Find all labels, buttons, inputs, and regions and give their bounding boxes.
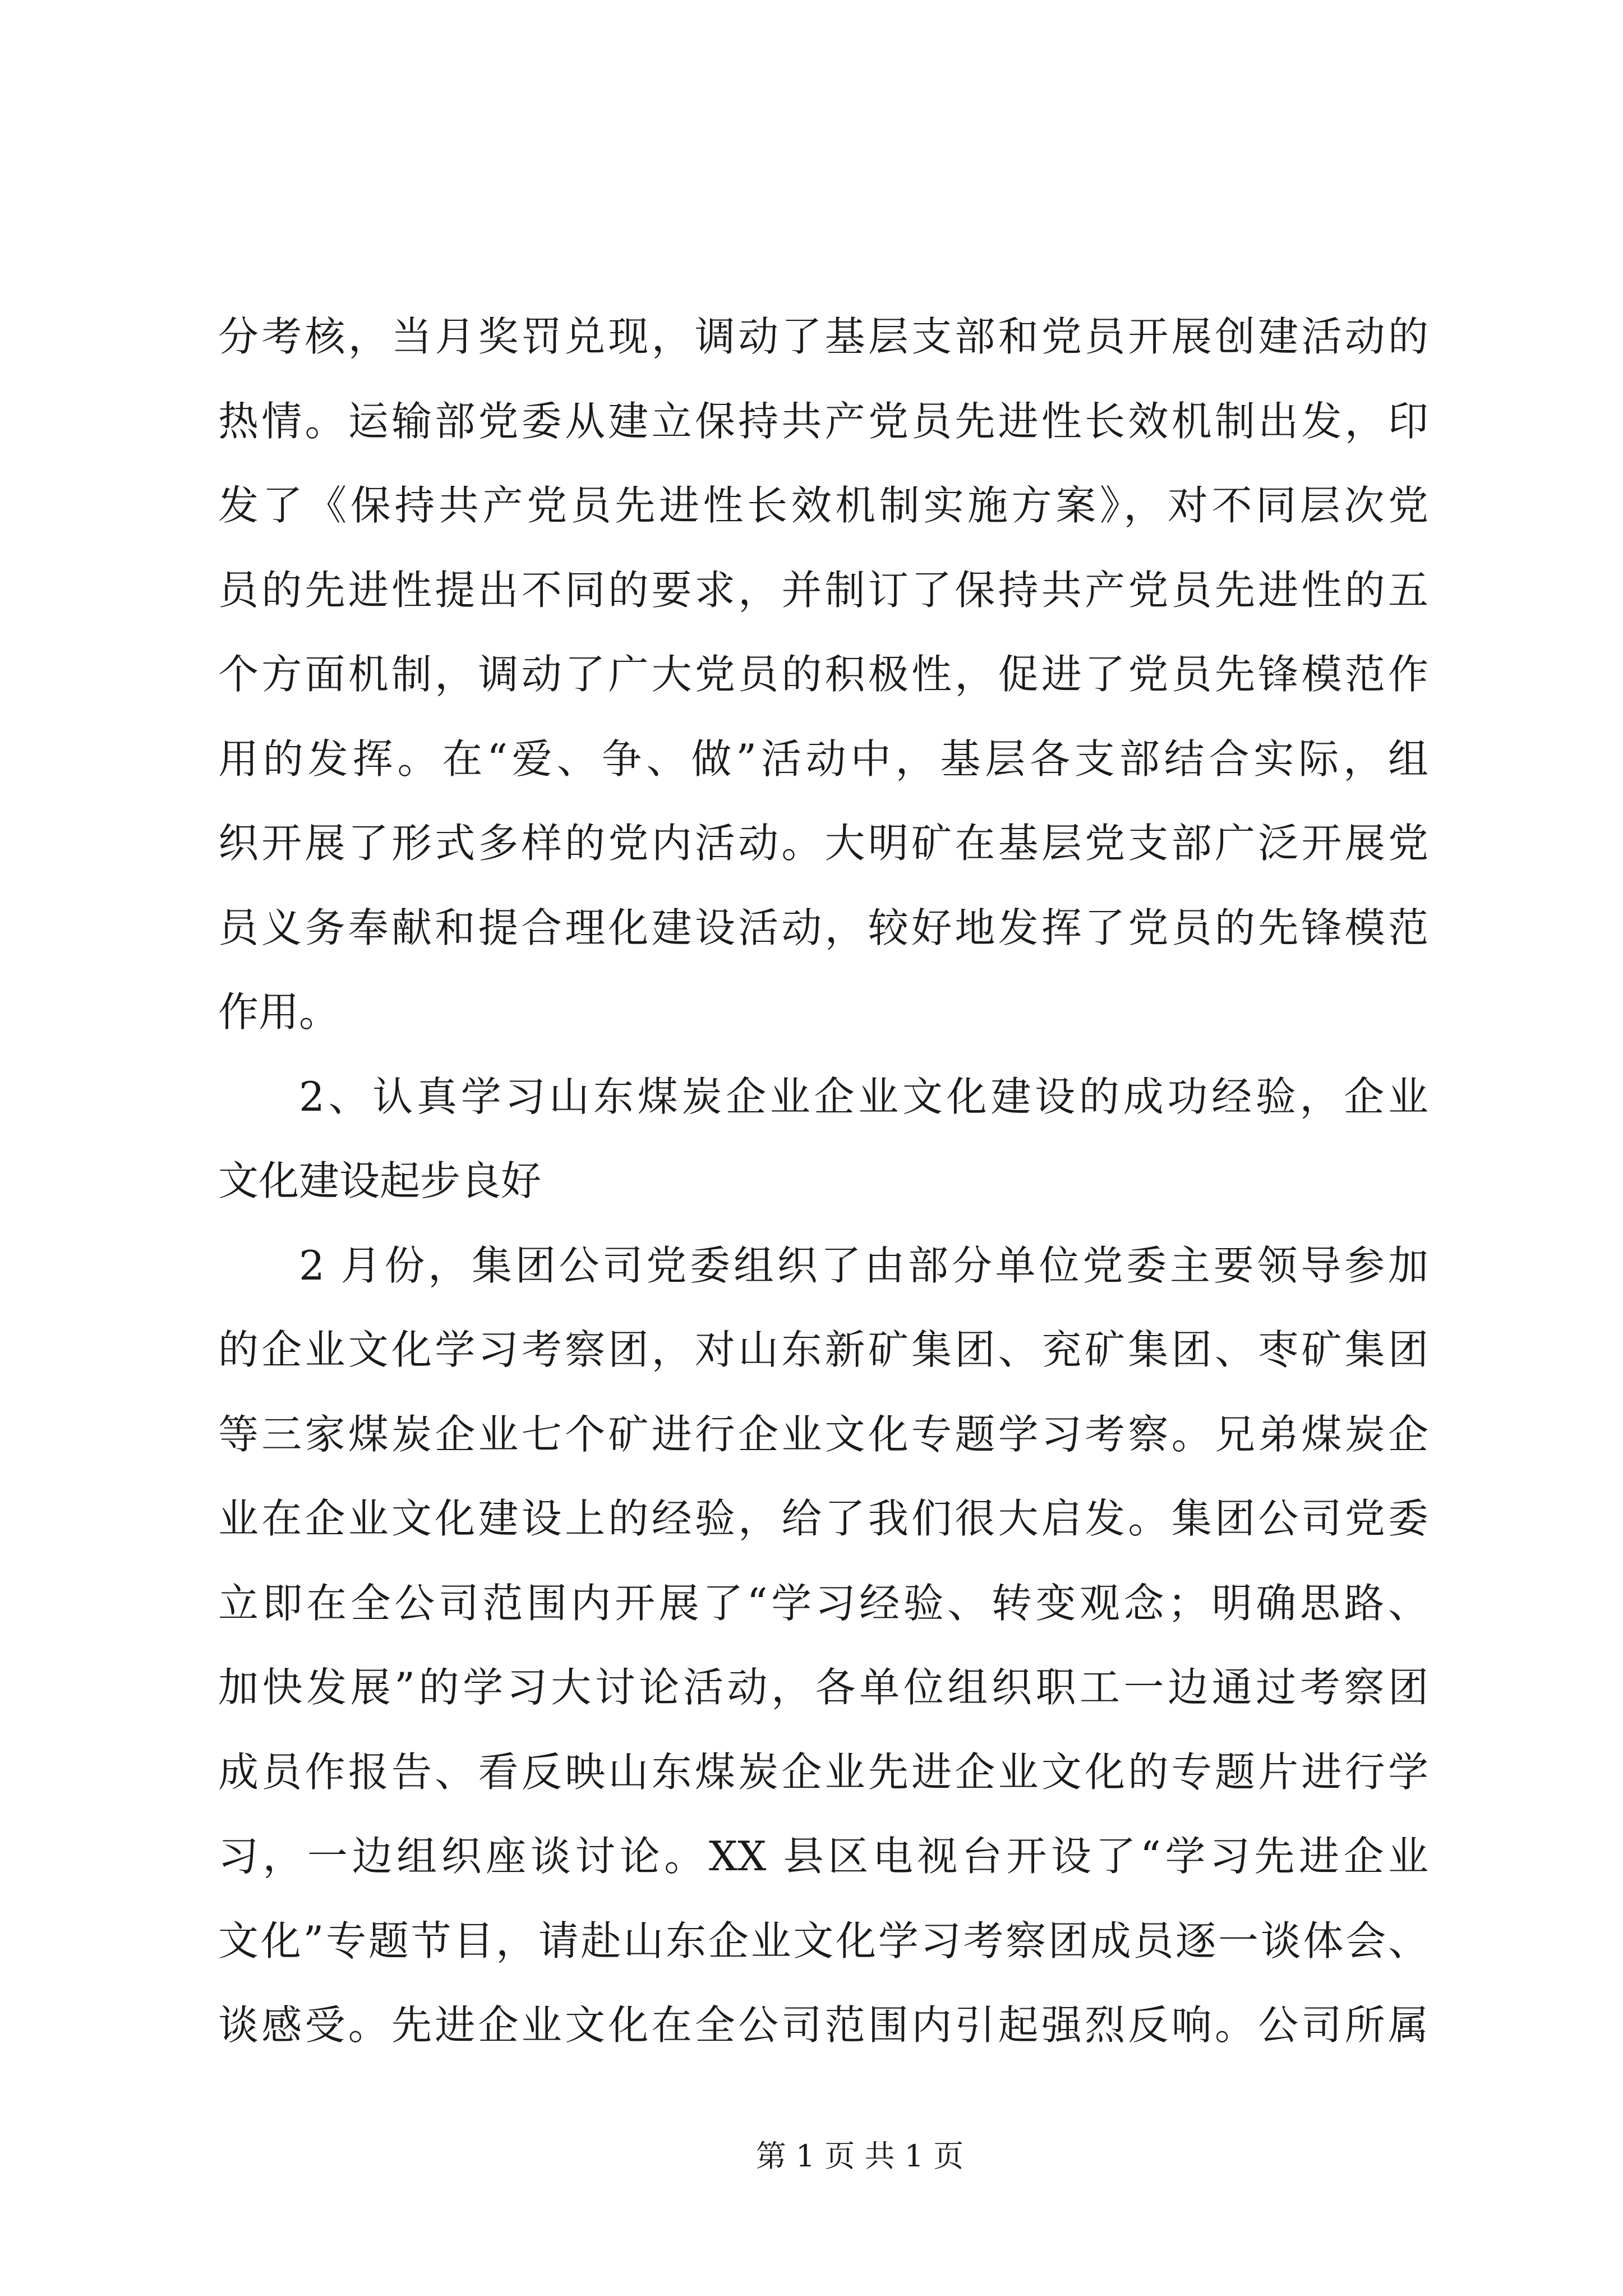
- text-line: 发了《保持共产党员先进性长效机制实施方案》，对不同层次党: [218, 482, 1428, 529]
- text-line: 的企业文化学习考察团，对山东新矿集团、兖矿集团、枣矿集团: [218, 1326, 1428, 1373]
- text-line: 成员作报告、看反映山东煤炭企业先进企业文化的专题片进行学: [218, 1748, 1428, 1796]
- paragraph: [218, 1223, 1428, 2068]
- text-line: 员的先进性提出不同的要求，并制订了保持共产党员先进性的五: [218, 566, 1428, 614]
- text-line: 2 月份，集团公司党委组织了由部分单位党委主要领导参加: [299, 1241, 1428, 1289]
- page-number-footer: 第 1 页 共 1 页: [755, 2138, 964, 2174]
- text-line: 立即在全公司范围内开展了“学习经验、转变观念；明确思路、: [218, 1579, 1428, 1627]
- document-body: [218, 295, 1428, 2068]
- paragraph: [218, 295, 1428, 1055]
- text-line: 等三家煤炭企业七个矿进行企业文化专题学习考察。兄弟煤炭企: [218, 1410, 1428, 1458]
- text-line: 员义务奉献和提合理化建设活动，较好地发挥了党员的先锋模范: [218, 904, 1428, 951]
- text-line: 习，一边组织座谈讨论。XX 县区电视台开设了“学习先进企业: [218, 1833, 1428, 1880]
- heading-line: 文化建设起步良好: [218, 1157, 542, 1204]
- text-line: 分考核，当月奖罚兑现，调动了基层支部和党员开展创建活动的: [218, 313, 1428, 360]
- heading-line: 2、认真学习山东煤炭企业企业文化建设的成功经验，企业: [299, 1073, 1428, 1120]
- text-line: 热情。运输部党委从建立保持共产党员先进性长效机制出发，印: [218, 397, 1428, 445]
- text-line: 作用。: [218, 988, 340, 1036]
- text-line: 加快发展”的学习大讨论活动，各单位组织职工一边通过考察团: [218, 1664, 1428, 1711]
- text-line: 文化”专题节目，请赴山东企业文化学习考察团成员逐一谈体会、: [218, 1917, 1428, 1964]
- text-line: 谈感受。先进企业文化在全公司范围内引起强烈反响。公司所属: [218, 2001, 1428, 2049]
- text-line: 织开展了形式多样的党内活动。大明矿在基层党支部广泛开展党: [218, 820, 1428, 867]
- text-line: 用的发挥。在“爱、争、做”活动中，基层各支部结合实际，组: [218, 735, 1428, 783]
- section-heading: [218, 1055, 1428, 1223]
- text-line: 个方面机制，调动了广大党员的积极性，促进了党员先锋模范作: [218, 651, 1428, 698]
- text-line: 业在企业文化建设上的经验，给了我们很大启发。集团公司党委: [218, 1495, 1428, 1542]
